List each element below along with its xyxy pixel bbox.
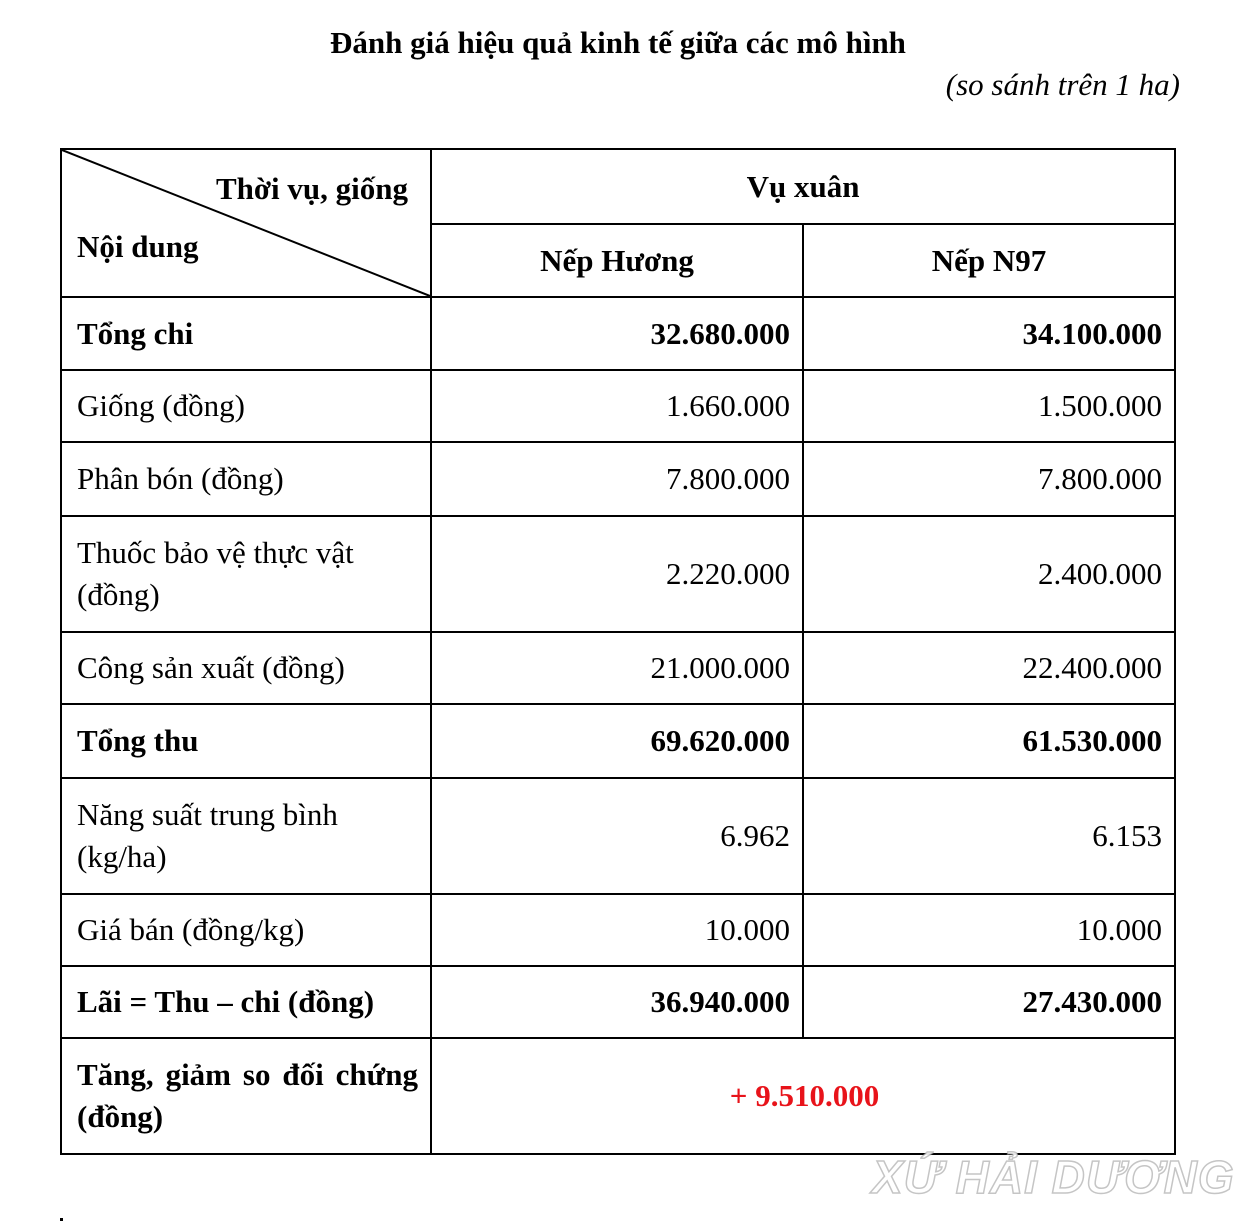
cell-nep-huong: 2.220.000 [431,516,803,632]
cell-nep-huong: 36.940.000 [431,966,803,1038]
cell-nep-n97: 10.000 [803,894,1175,966]
row-label: Thuốc bảo vệ thực vật (đồng) [61,516,431,632]
corner-header-season-variety: Thời vụ, giống [215,171,408,206]
cell-nep-huong: 69.620.000 [431,704,803,778]
table-row-seed [61,370,1175,442]
corner-header-content: Nội dung [77,229,199,264]
corner-header-cell [61,149,431,297]
watermark-logo: XỨ HẢI DƯƠNG [872,1151,1235,1203]
row-label: Giống (đồng) [61,370,431,442]
table-row-labor [61,632,1175,704]
row-label: Tổng chi [61,297,431,370]
stray-dot [60,1218,63,1221]
row-label: Năng suất trung bình (kg/ha) [61,778,431,894]
table-row-pesticide [61,516,1175,632]
table-row-total-revenue [61,704,1175,778]
table-row-difference [61,1038,1175,1154]
table-row-price [61,894,1175,966]
difference-value: + 9.510.000 [431,1038,1175,1154]
table-row-yield [61,778,1175,894]
cell-nep-huong: 6.962 [431,778,803,894]
cell-nep-n97: 27.430.000 [803,966,1175,1038]
cell-nep-huong: 1.660.000 [431,370,803,442]
variety-header-nep-huong: Nếp Hương [431,224,803,297]
cell-nep-n97: 6.153 [803,778,1175,894]
cell-nep-huong: 32.680.000 [431,297,803,370]
cell-nep-n97: 1.500.000 [803,370,1175,442]
page-title: Đánh giá hiệu quả kinh tế giữa các mô hình [330,25,906,60]
variety-header-nep-n97: Nếp N97 [803,224,1175,297]
row-label: Giá bán (đồng/kg) [61,894,431,966]
cell-nep-huong: 21.000.000 [431,632,803,704]
cell-nep-n97: 22.400.000 [803,632,1175,704]
comparison-table [60,148,1176,1155]
table-row-profit [61,966,1175,1038]
row-label: Tăng, giảm so đối chứng (đồng) [61,1038,431,1154]
page-subtitle: (so sánh trên 1 ha) [945,67,1180,102]
cell-nep-n97: 34.100.000 [803,297,1175,370]
cell-nep-huong: 10.000 [431,894,803,966]
season-header: Vụ xuân [431,149,1175,224]
cell-nep-n97: 2.400.000 [803,516,1175,632]
row-label: Lãi = Thu – chi (đồng) [61,966,431,1038]
row-label: Phân bón (đồng) [61,442,431,516]
cell-nep-huong: 7.800.000 [431,442,803,516]
row-label: Tổng thu [61,704,431,778]
table-row-fertilizer [61,442,1175,516]
row-label: Công sản xuất (đồng) [61,632,431,704]
cell-nep-n97: 7.800.000 [803,442,1175,516]
table-row-total-cost [61,297,1175,370]
cell-nep-n97: 61.530.000 [803,704,1175,778]
